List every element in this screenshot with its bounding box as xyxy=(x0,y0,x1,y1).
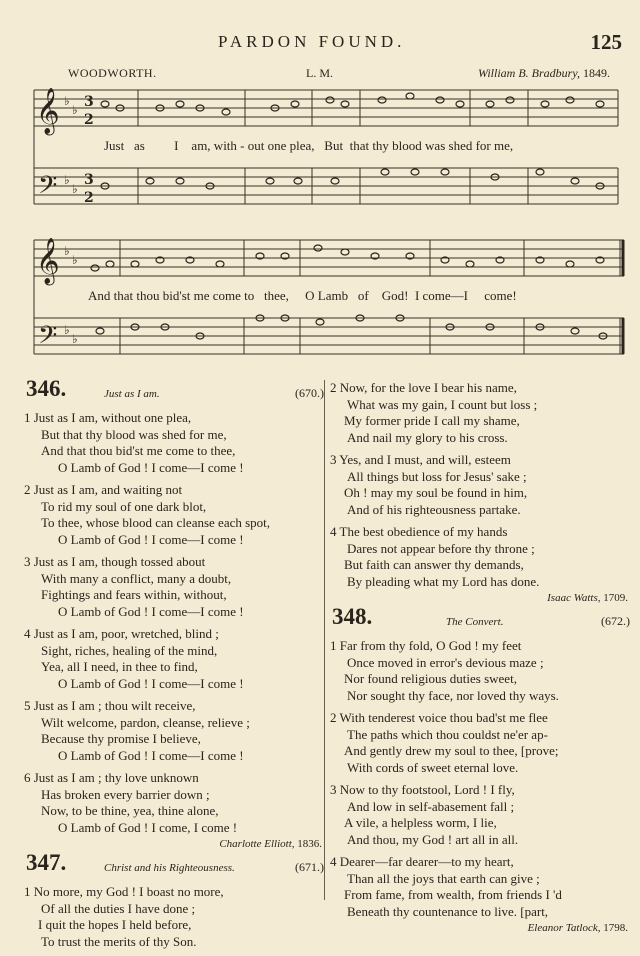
hymn-ref: (672.) xyxy=(601,614,630,628)
stanza xyxy=(330,524,630,590)
svg-text:♭: ♭ xyxy=(72,182,78,196)
verse-line: Has broken every barrier down ; xyxy=(41,786,210,802)
lyric: thee, xyxy=(264,288,289,303)
verse-line: O Lamb of God ! I come—I come ! xyxy=(58,459,244,475)
verse-line: To rid my soul of one dark blot, xyxy=(41,498,207,514)
page-header xyxy=(0,30,640,60)
treble-clef: 𝄞 xyxy=(36,88,60,134)
running-title: PARDON FOUND. xyxy=(218,32,406,51)
verse-line: Than all the joys that earth can give ; xyxy=(347,870,540,886)
verse-line: Dares not appear before thy throne ; xyxy=(347,540,535,556)
verse-line: And nail my glory to his cross. xyxy=(347,429,508,445)
author-year: 1798. xyxy=(603,922,628,934)
verse-line: O Lamb of God ! I come—I come ! xyxy=(58,531,244,547)
hymn-header xyxy=(330,604,630,638)
svg-text:2: 2 xyxy=(84,190,94,206)
column-divider xyxy=(324,380,325,900)
verse-line: Now, to be thine, yea, thine alone, xyxy=(41,803,219,818)
hymn-header xyxy=(24,850,324,884)
svg-text:♭: ♭ xyxy=(64,94,70,108)
hymn-attribution xyxy=(330,592,630,604)
verse-line: From fame, from wealth, from friends I 'd xyxy=(344,887,562,902)
verse-line: O Lamb of God ! I come, I come ! xyxy=(58,819,238,835)
lyric: am, with - out one plea, xyxy=(191,138,315,153)
verse-line: 5 Just as I am ; thou wilt receive, xyxy=(24,698,196,713)
stanza xyxy=(24,698,324,764)
verse-line: 6 Just as I am ; thy love unknown xyxy=(24,770,199,785)
hymn-ref: (670.) xyxy=(295,386,324,400)
stanza xyxy=(24,884,324,950)
lyrics-system-1 xyxy=(104,138,513,154)
verse-line: But faith can answer thy demands, xyxy=(344,557,524,572)
verse-line: 4 Just as I am, poor, wretched, blind ; xyxy=(24,626,219,641)
hymn-number: 347. xyxy=(26,850,67,875)
bass-clef: 𝄢 xyxy=(38,321,58,356)
verse-line: Once moved in error's devious maze ; xyxy=(347,654,544,670)
verse-line: 2 Just as I am, and waiting not xyxy=(24,482,183,497)
verse-line: Sight, riches, healing of the mind, xyxy=(41,642,218,658)
verse-line: And that thou bid'st me come to thee, xyxy=(41,443,236,458)
author: Eleanor Tatlock, xyxy=(527,922,601,934)
hymn-number: 346. xyxy=(26,376,67,401)
svg-text:♭: ♭ xyxy=(72,103,78,117)
tune-composer xyxy=(478,66,610,81)
lyric: God! xyxy=(381,288,409,303)
stanza xyxy=(330,638,630,704)
lyric: as xyxy=(133,138,145,153)
svg-text:♭: ♭ xyxy=(64,244,70,258)
verse-line: 1 Far from thy fold, O God ! my feet xyxy=(330,638,522,653)
page-number: 125 xyxy=(590,30,622,54)
music-system-1 xyxy=(0,80,640,230)
lyric: I xyxy=(174,138,179,153)
verse-line: What was my gain, I count but loss ; xyxy=(347,396,538,412)
verse-line: 3 Just as I am, though tossed about xyxy=(24,554,206,569)
stanza xyxy=(24,770,324,836)
verse-line: The paths which thou couldst ne'er ap- xyxy=(347,726,548,742)
verse-line: 1 No more, my God ! I boast no more, xyxy=(24,884,224,899)
verse-line: Wilt welcome, pardon, cleanse, relieve ; xyxy=(41,714,250,730)
verse-line: Beneath thy countenance to live. [part, xyxy=(347,903,549,919)
lyrics-system-2 xyxy=(88,288,517,304)
lyric: come! xyxy=(484,288,517,303)
lyric: Just xyxy=(104,138,125,153)
svg-text:2: 2 xyxy=(84,112,94,128)
verse-line: Oh ! may my soul be found in him, xyxy=(344,485,528,500)
left-column xyxy=(24,376,324,956)
verse-line: My former pride I call my shame, xyxy=(344,413,520,428)
verse-line: 4 The best obedience of my hands xyxy=(330,524,508,539)
stanza xyxy=(24,410,324,476)
verse-line: 3 Now to thy footstool, Lord ! I fly, xyxy=(330,782,515,797)
verse-line: Nor sought thy face, nor loved thy ways. xyxy=(347,687,559,703)
bass-clef: 𝄢 xyxy=(38,171,58,206)
verse-line: But that thy blood was shed for me, xyxy=(41,426,227,442)
lyric: I come—I xyxy=(414,288,469,303)
verse-line: 1 Just as I am, without one plea, xyxy=(24,410,192,425)
verse-line: I quit the hopes I held before, xyxy=(38,917,192,932)
verse-line: With many a conflict, many a doubt, xyxy=(41,570,232,586)
verse-line: A vile, a helpless worm, I lie, xyxy=(344,815,497,830)
stanza xyxy=(330,452,630,518)
verse-line: And of his righteousness partake. xyxy=(347,501,521,517)
verse-line: O Lamb of God ! I come—I come ! xyxy=(58,675,244,691)
verse-line: By pleading what my Lord has done. xyxy=(347,573,540,589)
author: Charlotte Elliott, xyxy=(219,838,295,850)
stanza xyxy=(24,482,324,548)
verse-line: And thou, my God ! art all in all. xyxy=(347,831,519,847)
hymn-attribution xyxy=(330,922,630,934)
svg-text:3: 3 xyxy=(84,172,94,188)
stanza xyxy=(330,380,630,446)
hymn-ref: (671.) xyxy=(295,860,324,874)
composer-name: William B. Bradbury, xyxy=(478,66,580,80)
verse-line: 4 Dearer—far dearer—to my heart, xyxy=(330,854,514,869)
right-column xyxy=(330,380,630,938)
hymn-subtitle: Just as I am. xyxy=(104,388,160,400)
author-year: 1709. xyxy=(603,592,628,604)
lyric: that thy blood was shed for me, xyxy=(349,138,514,153)
hymn-subtitle: Christ and his Righteousness. xyxy=(104,862,235,874)
svg-text:♭: ♭ xyxy=(72,253,78,267)
svg-text:♭: ♭ xyxy=(72,332,78,346)
lyric: of xyxy=(357,288,369,303)
verse-line: To thee, whose blood can cleanse each spot, xyxy=(41,515,271,530)
hymn-number: 348. xyxy=(332,604,373,629)
verse-line: Nor found religious duties sweet, xyxy=(344,671,517,686)
verse-line: 3 Yes, and I must, and will, esteem xyxy=(330,452,511,467)
hymn-attribution xyxy=(24,838,324,850)
hymn-header xyxy=(24,376,324,410)
verse-line: Because thy promise I believe, xyxy=(41,731,201,746)
author: Isaac Watts, xyxy=(547,592,601,604)
tune-meter: L. M. xyxy=(306,66,333,80)
author-year: 1836. xyxy=(297,838,322,850)
music-system-2 xyxy=(0,232,640,382)
stanza xyxy=(330,854,630,920)
verse-line: Fightings and fears within, without, xyxy=(41,587,227,602)
stanza xyxy=(330,782,630,848)
verse-line: All things but loss for Jesus' sake ; xyxy=(347,468,527,484)
svg-text:♭: ♭ xyxy=(64,173,70,187)
lyric: O Lamb xyxy=(305,288,349,303)
verse-line: With cords of sweet eternal love. xyxy=(347,759,519,775)
hymn-subtitle: The Convert. xyxy=(446,616,504,628)
svg-text:3: 3 xyxy=(84,94,94,110)
stanza xyxy=(330,710,630,776)
stanza xyxy=(24,626,324,692)
lyric: But xyxy=(324,138,344,153)
tune-name: WOODWORTH. xyxy=(68,66,157,80)
stanza xyxy=(24,554,324,620)
svg-text:♭: ♭ xyxy=(64,323,70,337)
treble-clef: 𝄞 xyxy=(36,238,60,284)
verse-line: 2 With tenderest voice thou bad'st me flee xyxy=(330,710,548,725)
lyric: And that thou bid'st me come to xyxy=(88,288,255,303)
verse-line: Of all the duties I have done ; xyxy=(41,900,196,916)
verse-line: And gently drew my soul to thee, [prove; xyxy=(344,743,559,758)
verse-line: Yea, all I need, in thee to find, xyxy=(41,659,198,674)
verse-line: O Lamb of God ! I come—I come ! xyxy=(58,603,244,619)
verse-line: 2 Now, for the love I bear his name, xyxy=(330,380,517,395)
composer-year: 1849. xyxy=(583,66,610,80)
verse-line: To trust the merits of thy Son. xyxy=(41,933,197,949)
verse-line: O Lamb of God ! I come—I come ! xyxy=(58,747,244,763)
verse-line: And low in self-abasement fall ; xyxy=(347,798,515,814)
